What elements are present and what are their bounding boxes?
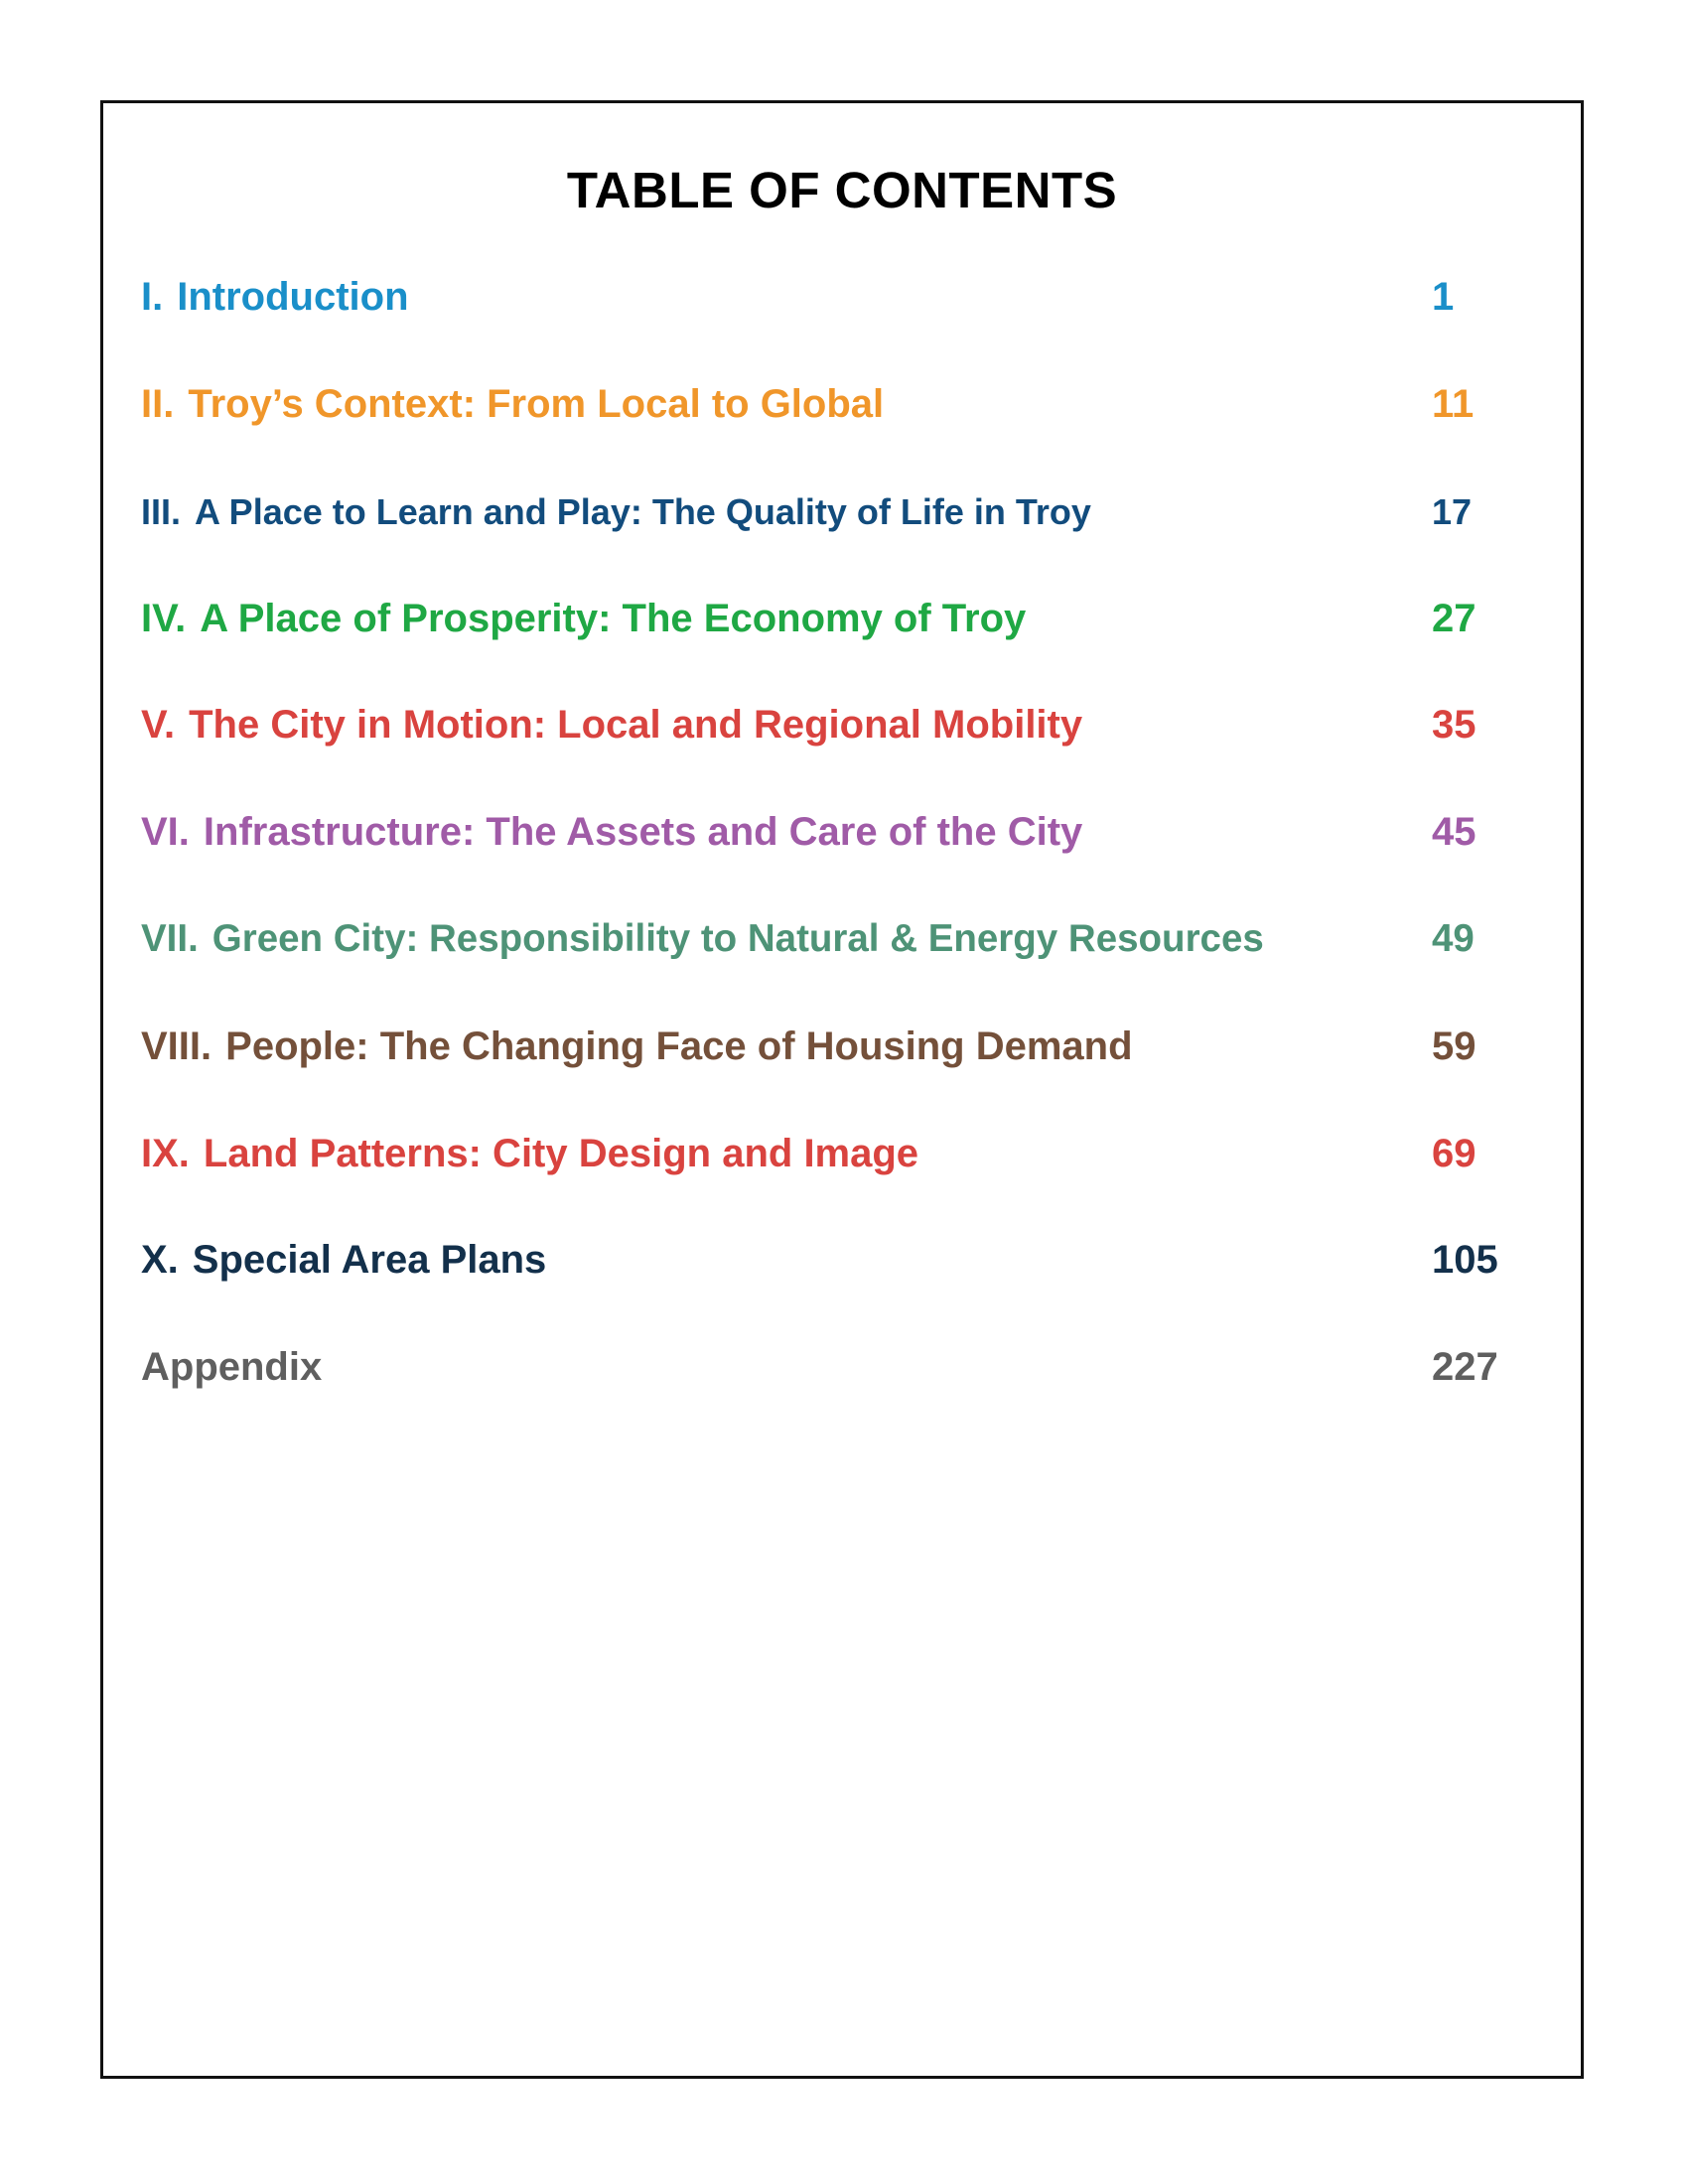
toc-numeral: II. — [141, 382, 175, 426]
toc-numeral: III. — [141, 491, 182, 532]
toc-numeral: VII. — [141, 917, 199, 960]
toc-numeral: V. — [141, 703, 176, 747]
toc-numeral: IV. — [141, 597, 187, 640]
toc-page-number: 49 — [1432, 917, 1475, 960]
toc-label: Introduction — [177, 275, 409, 319]
toc-entry-people[interactable] — [141, 1017, 1551, 1076]
toc-numeral: IX. — [141, 1132, 190, 1175]
toc-page-number: 27 — [1432, 597, 1477, 640]
toc-label: Appendix — [141, 1345, 323, 1389]
toc-entry-green-city[interactable] — [141, 909, 1551, 969]
toc-page-number: 1 — [1432, 275, 1455, 319]
toc-label: Infrastructure: The Assets and Care of the City — [203, 810, 1083, 854]
page-frame — [100, 100, 1584, 2079]
toc-page-number: 227 — [1432, 1345, 1498, 1389]
toc-label: A Place to Learn and Play: The Quality of Life in Troy — [195, 491, 1091, 532]
toc-entry-learn-and-play[interactable] — [141, 482, 1551, 542]
toc-page-number: 69 — [1432, 1132, 1477, 1175]
toc-page-number: 17 — [1432, 491, 1473, 532]
toc-label: Land Patterns: City Design and Image — [203, 1132, 919, 1175]
toc-entry-introduction[interactable] — [141, 267, 1551, 327]
page-title: TABLE OF CONTENTS — [566, 162, 1118, 218]
toc-numeral: X. — [141, 1238, 179, 1282]
toc-page-number: 105 — [1432, 1238, 1498, 1282]
toc-label: People: The Changing Face of Housing Demand — [225, 1024, 1133, 1068]
toc-label: Green City: Responsibility to Natural & Energy Resources — [211, 917, 1264, 960]
toc-label: A Place of Prosperity: The Economy of Troy — [200, 597, 1027, 640]
toc-entry-troys-context[interactable] — [141, 374, 1551, 434]
toc-entry-city-in-motion[interactable] — [141, 695, 1551, 754]
toc-entry-land-patterns[interactable] — [141, 1124, 1551, 1183]
toc-numeral: VI. — [141, 810, 190, 854]
toc-entry-appendix[interactable] — [141, 1337, 1551, 1397]
toc-entry-special-area-plans[interactable] — [141, 1230, 1551, 1290]
toc-label: Special Area Plans — [192, 1238, 547, 1282]
toc-entry-infrastructure[interactable] — [141, 802, 1551, 862]
toc-page-number: 35 — [1432, 703, 1477, 747]
toc-label: Troy’s Context: From Local to Global — [188, 382, 885, 426]
toc-numeral: I. — [141, 275, 164, 319]
toc-entry-prosperity[interactable] — [141, 589, 1551, 648]
toc-page-number: 45 — [1432, 810, 1477, 854]
toc-page-number: 11 — [1432, 382, 1475, 426]
toc-numeral: VIII. — [141, 1024, 212, 1068]
toc-page-number: 59 — [1432, 1024, 1477, 1068]
toc-label: The City in Motion: Local and Regional Mobility — [189, 703, 1083, 747]
